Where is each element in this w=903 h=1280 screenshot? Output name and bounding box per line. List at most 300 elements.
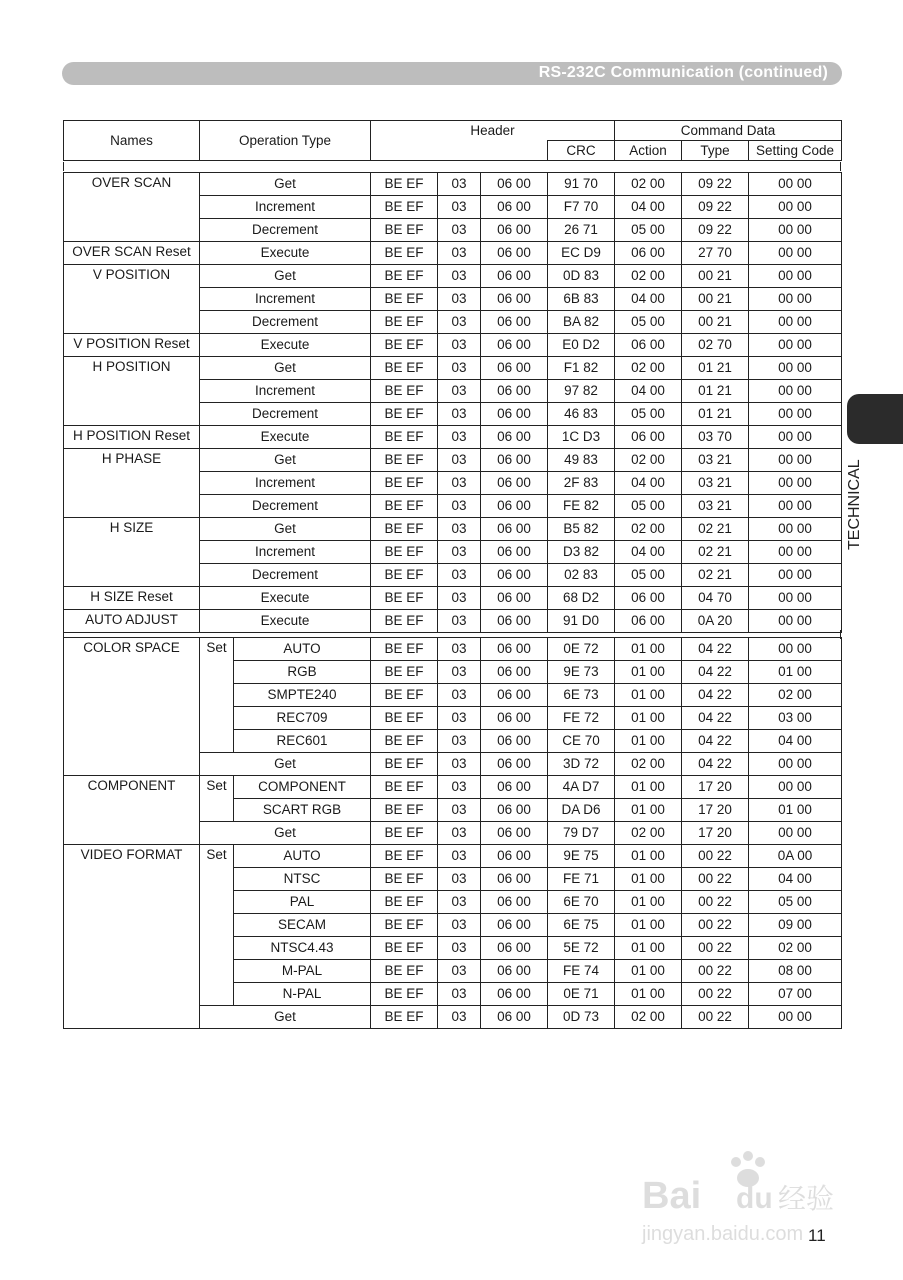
row-name-cell: H PHASE — [64, 449, 200, 518]
table-row — [64, 265, 842, 288]
type-cell: 00 22 — [682, 914, 749, 937]
header-bytes-3: 06 00 — [481, 983, 548, 1006]
header-bytes-1: BE EF — [371, 541, 438, 564]
header-bytes-3: 06 00 — [481, 610, 548, 633]
operation-cell: Execute — [200, 242, 371, 265]
type-cell: 04 22 — [682, 730, 749, 753]
operation-cell: Decrement — [200, 403, 371, 426]
crc-cell: E0 D2 — [548, 334, 615, 357]
crc-cell: 6B 83 — [548, 288, 615, 311]
col-header-crc: CRC — [548, 141, 615, 161]
action-cell: 05 00 — [615, 564, 682, 587]
crc-cell: 9E 75 — [548, 845, 615, 868]
action-cell: 02 00 — [615, 357, 682, 380]
operation-cell: REC709 — [234, 707, 371, 730]
header-bytes-3: 06 00 — [481, 587, 548, 610]
table-row — [64, 426, 842, 449]
header-bytes-2: 03 — [438, 357, 481, 380]
header-bytes-1: BE EF — [371, 449, 438, 472]
action-cell: 05 00 — [615, 219, 682, 242]
header-bytes-1: BE EF — [371, 495, 438, 518]
type-cell: 04 22 — [682, 684, 749, 707]
operation-cell: NTSC4.43 — [234, 937, 371, 960]
table-row — [64, 334, 842, 357]
setting-code-cell: 02 00 — [749, 937, 842, 960]
action-cell: 01 00 — [615, 661, 682, 684]
type-cell: 27 70 — [682, 242, 749, 265]
header-bytes-2: 03 — [438, 265, 481, 288]
operation-cell: Execute — [200, 587, 371, 610]
header-bytes-2: 03 — [438, 707, 481, 730]
setting-code-cell: 01 00 — [749, 799, 842, 822]
setting-code-cell: 00 00 — [749, 219, 842, 242]
crc-cell: 1C D3 — [548, 426, 615, 449]
header-bytes-1: BE EF — [371, 518, 438, 541]
header-bytes-3: 06 00 — [481, 288, 548, 311]
action-cell: 06 00 — [615, 610, 682, 633]
header-bytes-2: 03 — [438, 495, 481, 518]
action-cell: 02 00 — [615, 173, 682, 196]
row-name-cell: H POSITION Reset — [64, 426, 200, 449]
command-table-input-format — [63, 637, 842, 1029]
type-cell: 03 70 — [682, 426, 749, 449]
header-bytes-1: BE EF — [371, 937, 438, 960]
header-bytes-2: 03 — [438, 638, 481, 661]
setting-code-cell: 00 00 — [749, 518, 842, 541]
type-cell: 03 21 — [682, 495, 749, 518]
action-cell: 01 00 — [615, 891, 682, 914]
crc-cell: FE 74 — [548, 960, 615, 983]
watermark-url: jingyan.baidu.com — [642, 1223, 804, 1245]
crc-cell: D3 82 — [548, 541, 615, 564]
header-bytes-3: 06 00 — [481, 845, 548, 868]
action-cell: 02 00 — [615, 449, 682, 472]
header-bytes-1: BE EF — [371, 891, 438, 914]
type-cell: 00 21 — [682, 311, 749, 334]
header-bytes-2: 03 — [438, 311, 481, 334]
table-row — [64, 776, 842, 799]
operation-cell: COMPONENT — [234, 776, 371, 799]
table-row — [64, 587, 842, 610]
operation-cell: AUTO — [234, 845, 371, 868]
header-bytes-1: BE EF — [371, 380, 438, 403]
operation-cell: Increment — [200, 288, 371, 311]
type-cell: 02 21 — [682, 564, 749, 587]
crc-cell: 02 83 — [548, 564, 615, 587]
crc-cell: BA 82 — [548, 311, 615, 334]
operation-cell: Decrement — [200, 219, 371, 242]
header-bytes-3: 06 00 — [481, 403, 548, 426]
col-header-operation-type: Operation Type — [200, 121, 371, 161]
type-cell: 09 22 — [682, 173, 749, 196]
header-bytes-3: 06 00 — [481, 541, 548, 564]
col-header-setting-code: Setting Code — [749, 141, 842, 161]
operation-cell: M-PAL — [234, 960, 371, 983]
operation-cell: Get — [200, 265, 371, 288]
header-bytes-1: BE EF — [371, 219, 438, 242]
action-cell: 04 00 — [615, 288, 682, 311]
header-bytes-3: 06 00 — [481, 730, 548, 753]
header-bytes-1: BE EF — [371, 684, 438, 707]
type-cell: 17 20 — [682, 776, 749, 799]
type-cell: 03 21 — [682, 449, 749, 472]
section-tab — [847, 394, 903, 444]
table-row — [64, 357, 842, 380]
crc-cell: 2F 83 — [548, 472, 615, 495]
crc-cell: 91 70 — [548, 173, 615, 196]
type-cell: 02 21 — [682, 541, 749, 564]
header-bytes-2: 03 — [438, 661, 481, 684]
header-bytes-3: 06 00 — [481, 914, 548, 937]
operation-cell: Execute — [200, 334, 371, 357]
header-bytes-3: 06 00 — [481, 937, 548, 960]
operation-cell: Increment — [200, 380, 371, 403]
operation-cell: REC601 — [234, 730, 371, 753]
header-bytes-1: BE EF — [371, 173, 438, 196]
operation-cell: Get — [200, 518, 371, 541]
header-bytes-2: 03 — [438, 753, 481, 776]
header-bytes-1: BE EF — [371, 587, 438, 610]
operation-cell: Increment — [200, 541, 371, 564]
crc-cell: B5 82 — [548, 518, 615, 541]
type-cell: 00 22 — [682, 845, 749, 868]
action-cell: 02 00 — [615, 822, 682, 845]
operation-cell: Execute — [200, 610, 371, 633]
header-bytes-1: BE EF — [371, 403, 438, 426]
type-cell: 04 22 — [682, 661, 749, 684]
setting-code-cell: 00 00 — [749, 495, 842, 518]
header-bytes-1: BE EF — [371, 960, 438, 983]
action-cell: 02 00 — [615, 1006, 682, 1029]
action-cell: 01 00 — [615, 937, 682, 960]
header-bytes-3: 06 00 — [481, 661, 548, 684]
setting-code-cell: 04 00 — [749, 730, 842, 753]
setting-code-cell: 04 00 — [749, 868, 842, 891]
header-bytes-3: 06 00 — [481, 265, 548, 288]
operation-cell: SECAM — [234, 914, 371, 937]
row-name-cell: V POSITION — [64, 265, 200, 334]
setting-code-cell: 00 00 — [749, 753, 842, 776]
type-cell: 02 21 — [682, 518, 749, 541]
type-cell: 04 22 — [682, 753, 749, 776]
header-bytes-3: 06 00 — [481, 311, 548, 334]
setting-code-cell: 00 00 — [749, 776, 842, 799]
col-header-type: Type — [682, 141, 749, 161]
type-cell: 0A 20 — [682, 610, 749, 633]
crc-cell: 0D 83 — [548, 265, 615, 288]
header-bytes-2: 03 — [438, 541, 481, 564]
row-name-cell: OVER SCAN Reset — [64, 242, 200, 265]
type-cell: 02 70 — [682, 334, 749, 357]
header-bytes-3: 06 00 — [481, 472, 548, 495]
header-bytes-3: 06 00 — [481, 495, 548, 518]
header-bytes-1: BE EF — [371, 799, 438, 822]
setting-code-cell: 01 00 — [749, 661, 842, 684]
operation-cell: Get — [200, 822, 371, 845]
header-bytes-3: 06 00 — [481, 564, 548, 587]
row-name-cell: COLOR SPACE — [64, 638, 200, 776]
type-cell: 00 22 — [682, 983, 749, 1006]
setting-code-cell: 00 00 — [749, 638, 842, 661]
crc-cell: 0E 71 — [548, 983, 615, 1006]
setting-code-cell: 00 00 — [749, 242, 842, 265]
header-bytes-1: BE EF — [371, 845, 438, 868]
header-bytes-2: 03 — [438, 380, 481, 403]
header-bytes-1: BE EF — [371, 265, 438, 288]
header-bytes-1: BE EF — [371, 564, 438, 587]
header-bytes-1: BE EF — [371, 730, 438, 753]
operation-cell: Get — [200, 753, 371, 776]
action-cell: 01 00 — [615, 983, 682, 1006]
header-bytes-3: 06 00 — [481, 868, 548, 891]
setting-code-cell: 05 00 — [749, 891, 842, 914]
action-cell: 04 00 — [615, 196, 682, 219]
crc-cell: DA D6 — [548, 799, 615, 822]
action-cell: 01 00 — [615, 638, 682, 661]
type-cell: 09 22 — [682, 196, 749, 219]
type-cell: 04 22 — [682, 638, 749, 661]
crc-cell: 5E 72 — [548, 937, 615, 960]
action-cell: 02 00 — [615, 265, 682, 288]
row-name-cell: H POSITION — [64, 357, 200, 426]
action-cell: 01 00 — [615, 799, 682, 822]
table-row — [64, 638, 842, 661]
header-bytes-1: BE EF — [371, 426, 438, 449]
type-cell: 00 22 — [682, 868, 749, 891]
command-table-header — [63, 120, 842, 161]
operation-cell: RGB — [234, 661, 371, 684]
action-cell: 06 00 — [615, 426, 682, 449]
header-bytes-2: 03 — [438, 1006, 481, 1029]
header-bytes-2: 03 — [438, 937, 481, 960]
watermark-brand: Bai — [642, 1175, 702, 1217]
header-bytes-3: 06 00 — [481, 891, 548, 914]
action-cell: 05 00 — [615, 403, 682, 426]
action-cell: 01 00 — [615, 730, 682, 753]
action-cell: 01 00 — [615, 914, 682, 937]
header-bytes-3: 06 00 — [481, 518, 548, 541]
crc-cell: 91 D0 — [548, 610, 615, 633]
command-table-image-adjust — [63, 172, 842, 633]
header-bytes-3: 06 00 — [481, 357, 548, 380]
header-bytes-3: 06 00 — [481, 334, 548, 357]
setting-code-cell: 00 00 — [749, 380, 842, 403]
row-name-cell: V POSITION Reset — [64, 334, 200, 357]
header-bytes-3: 06 00 — [481, 753, 548, 776]
action-cell: 05 00 — [615, 495, 682, 518]
header-bytes-1: BE EF — [371, 1006, 438, 1029]
setting-code-cell: 00 00 — [749, 449, 842, 472]
header-bytes-1: BE EF — [371, 661, 438, 684]
header-bytes-2: 03 — [438, 426, 481, 449]
operation-cell: Get — [200, 1006, 371, 1029]
operation-cell: NTSC — [234, 868, 371, 891]
row-name-cell: H SIZE — [64, 518, 200, 587]
setting-code-cell: 00 00 — [749, 822, 842, 845]
page-number: 11 — [808, 1226, 826, 1245]
setting-code-cell: 00 00 — [749, 311, 842, 334]
setting-code-cell: 00 00 — [749, 288, 842, 311]
header-bytes-1: BE EF — [371, 334, 438, 357]
setting-code-cell: 00 00 — [749, 541, 842, 564]
header-bytes-2: 03 — [438, 403, 481, 426]
setting-code-cell: 00 00 — [749, 403, 842, 426]
set-label-cell: Set — [200, 845, 234, 1006]
crc-cell: 3D 72 — [548, 753, 615, 776]
operation-cell: Increment — [200, 196, 371, 219]
table-row — [64, 449, 842, 472]
header-bytes-2: 03 — [438, 960, 481, 983]
setting-code-cell: 00 00 — [749, 587, 842, 610]
operation-cell: Get — [200, 173, 371, 196]
header-bytes-2: 03 — [438, 891, 481, 914]
crc-cell: 46 83 — [548, 403, 615, 426]
header-bytes-3: 06 00 — [481, 684, 548, 707]
header-bytes-1: BE EF — [371, 638, 438, 661]
crc-cell: F7 70 — [548, 196, 615, 219]
header-bytes-3: 06 00 — [481, 638, 548, 661]
col-header-action: Action — [615, 141, 682, 161]
header-bytes-1: BE EF — [371, 610, 438, 633]
type-cell: 03 21 — [682, 472, 749, 495]
header-bytes-2: 03 — [438, 587, 481, 610]
header-bytes-1: BE EF — [371, 822, 438, 845]
header-bytes-2: 03 — [438, 242, 481, 265]
header-bytes-3: 06 00 — [481, 173, 548, 196]
operation-cell: Increment — [200, 472, 371, 495]
setting-code-cell: 0A 00 — [749, 845, 842, 868]
crc-cell: 9E 73 — [548, 661, 615, 684]
header-bytes-3: 06 00 — [481, 707, 548, 730]
operation-cell: Execute — [200, 426, 371, 449]
type-cell: 00 22 — [682, 1006, 749, 1029]
set-label-cell: Set — [200, 638, 234, 753]
action-cell: 01 00 — [615, 684, 682, 707]
action-cell: 02 00 — [615, 753, 682, 776]
header-bytes-1: BE EF — [371, 776, 438, 799]
setting-code-cell: 00 00 — [749, 426, 842, 449]
header-bytes-2: 03 — [438, 799, 481, 822]
watermark-cn: 经验 — [778, 1182, 835, 1215]
header-bytes-3: 06 00 — [481, 380, 548, 403]
header-bytes-2: 03 — [438, 730, 481, 753]
setting-code-cell: 02 00 — [749, 684, 842, 707]
header-bytes-3: 06 00 — [481, 960, 548, 983]
type-cell: 00 22 — [682, 891, 749, 914]
header-bytes-1: BE EF — [371, 311, 438, 334]
row-name-cell: OVER SCAN — [64, 173, 200, 242]
crc-cell: 0E 72 — [548, 638, 615, 661]
col-header-header-spacer — [371, 141, 548, 161]
operation-cell: Get — [200, 357, 371, 380]
type-cell: 04 22 — [682, 707, 749, 730]
crc-cell: 0D 73 — [548, 1006, 615, 1029]
crc-cell: 6E 70 — [548, 891, 615, 914]
crc-cell: 6E 73 — [548, 684, 615, 707]
header-bytes-1: BE EF — [371, 196, 438, 219]
header-bytes-3: 06 00 — [481, 1006, 548, 1029]
header-bytes-3: 06 00 — [481, 799, 548, 822]
watermark-brand-suffix: du — [736, 1182, 773, 1215]
header-bytes-1: BE EF — [371, 707, 438, 730]
header-bytes-2: 03 — [438, 288, 481, 311]
header-bytes-2: 03 — [438, 196, 481, 219]
type-cell: 00 22 — [682, 960, 749, 983]
header-bytes-2: 03 — [438, 914, 481, 937]
header-bytes-2: 03 — [438, 564, 481, 587]
header-bytes-2: 03 — [438, 449, 481, 472]
setting-code-cell: 08 00 — [749, 960, 842, 983]
operation-cell: Decrement — [200, 564, 371, 587]
setting-code-cell: 00 00 — [749, 173, 842, 196]
operation-cell: Get — [200, 449, 371, 472]
col-header-header: Header — [371, 121, 615, 141]
row-name-cell: H SIZE Reset — [64, 587, 200, 610]
header-bytes-1: BE EF — [371, 472, 438, 495]
type-cell: 01 21 — [682, 380, 749, 403]
header-bytes-1: BE EF — [371, 753, 438, 776]
operation-cell: PAL — [234, 891, 371, 914]
crc-cell: FE 71 — [548, 868, 615, 891]
action-cell: 06 00 — [615, 242, 682, 265]
header-bytes-2: 03 — [438, 610, 481, 633]
type-cell: 00 21 — [682, 265, 749, 288]
action-cell: 04 00 — [615, 541, 682, 564]
section-tab-label: TECHNICAL — [846, 459, 863, 550]
action-cell: 04 00 — [615, 380, 682, 403]
page-header-title: RS-232C Communication (continued) — [538, 64, 828, 81]
action-cell: 01 00 — [615, 960, 682, 983]
header-bytes-1: BE EF — [371, 242, 438, 265]
setting-code-cell: 03 00 — [749, 707, 842, 730]
crc-cell: 68 D2 — [548, 587, 615, 610]
header-bytes-2: 03 — [438, 868, 481, 891]
action-cell: 05 00 — [615, 311, 682, 334]
table-separator — [63, 162, 841, 171]
action-cell: 01 00 — [615, 845, 682, 868]
setting-code-cell: 00 00 — [749, 265, 842, 288]
type-cell: 04 70 — [682, 587, 749, 610]
crc-cell: 26 71 — [548, 219, 615, 242]
row-name-cell: VIDEO FORMAT — [64, 845, 200, 1029]
col-header-names: Names — [64, 121, 200, 161]
operation-cell: AUTO — [234, 638, 371, 661]
table-row — [64, 845, 842, 868]
setting-code-cell: 00 00 — [749, 610, 842, 633]
header-bytes-2: 03 — [438, 983, 481, 1006]
setting-code-cell: 00 00 — [749, 1006, 842, 1029]
action-cell: 01 00 — [615, 707, 682, 730]
type-cell: 01 21 — [682, 357, 749, 380]
header-bytes-3: 06 00 — [481, 822, 548, 845]
operation-cell: N-PAL — [234, 983, 371, 1006]
setting-code-cell: 09 00 — [749, 914, 842, 937]
crc-cell: F1 82 — [548, 357, 615, 380]
table-row — [64, 518, 842, 541]
header-bytes-3: 06 00 — [481, 196, 548, 219]
type-cell: 17 20 — [682, 822, 749, 845]
set-label-cell: Set — [200, 776, 234, 822]
setting-code-cell: 00 00 — [749, 472, 842, 495]
header-bytes-3: 06 00 — [481, 242, 548, 265]
header-bytes-1: BE EF — [371, 914, 438, 937]
header-bytes-1: BE EF — [371, 288, 438, 311]
table-row — [64, 242, 842, 265]
crc-cell: EC D9 — [548, 242, 615, 265]
header-bytes-1: BE EF — [371, 868, 438, 891]
header-bytes-2: 03 — [438, 845, 481, 868]
action-cell: 01 00 — [615, 868, 682, 891]
